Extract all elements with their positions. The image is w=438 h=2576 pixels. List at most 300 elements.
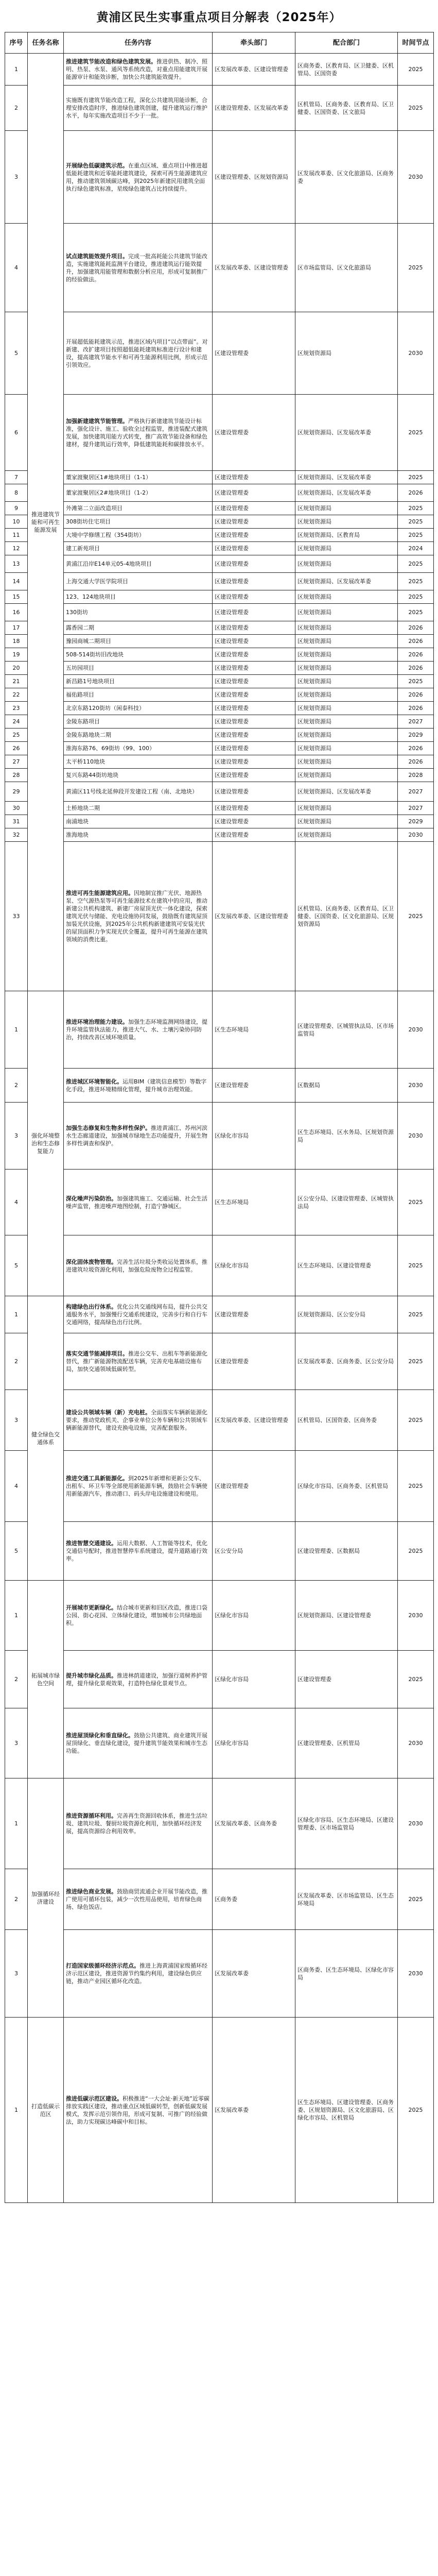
lead-department: 区建设管理委、区规划资源局 <box>213 131 295 224</box>
table-row <box>5 590 434 604</box>
table-row <box>5 1296 434 1333</box>
row-index: 9 <box>5 502 28 515</box>
row-index: 3 <box>5 131 28 224</box>
task-content <box>64 991 213 1069</box>
deadline-year: 2025 <box>398 54 434 86</box>
lead-department: 区建设管理委 <box>213 529 295 542</box>
cooperating-departments: 区公安分局、区建设管理委、区城管执法局 <box>295 1170 398 1235</box>
task-content <box>64 542 213 555</box>
deadline-year: 2025 <box>398 1451 434 1522</box>
task-content-text: 太平桥110地块 <box>66 758 105 765</box>
cooperating-departments: 区规划资源局 <box>295 542 398 555</box>
deadline-year: 2025 <box>398 1390 434 1451</box>
task-content <box>64 471 213 484</box>
deadline-year: 2025 <box>398 86 434 131</box>
cooperating-departments: 区规划资源局 <box>295 590 398 604</box>
lead-department: 区建设管理委 <box>213 635 295 648</box>
lead-department: 区建设管理委 <box>213 828 295 842</box>
header-task-name: 任务名称 <box>28 32 64 54</box>
row-index: 11 <box>5 529 28 542</box>
row-index: 19 <box>5 648 28 662</box>
cooperating-departments: 区规划资源局 <box>295 648 398 662</box>
task-content-text: 五坊园项目 <box>66 665 94 671</box>
lead-department: 区建设管理委 <box>213 395 295 471</box>
row-index: 1 <box>5 1778 28 1869</box>
deadline-year: 2026 <box>398 635 434 648</box>
row-index: 18 <box>5 635 28 648</box>
header-task-content: 任务内容 <box>64 32 213 54</box>
cooperating-departments: 区规划资源局 <box>295 715 398 728</box>
cooperating-departments: 区发展改革委、区文化旅游局、区商务委 <box>295 131 398 224</box>
task-content <box>64 688 213 702</box>
task-content-text: 因地制宜推广光伏、地源热泵、空气源热泵等可再生能源技术在建筑中的应用，推动新建公共机构建筑、新建厂房屋顶光伏一体化建设，探索建筑光伏与储能、充电设施协同发展，鼓励既有建筑屋顶加装光伏设施，到2025年公共机构新建建筑可安装光伏的屋顶面积力争实现光伏全覆盖，提升可再生能源在建筑领域的消费比重。 <box>66 890 207 943</box>
cooperating-departments: 区市场监管局、区文化旅游局 <box>295 224 398 312</box>
lead-department: 区建设管理委 <box>213 1069 295 1103</box>
task-content <box>64 555 213 573</box>
task-content <box>64 755 213 769</box>
cooperating-departments: 区规划资源局、区发展改革委 <box>295 782 398 802</box>
task-category: 拓展城市绿色空间 <box>28 1581 64 1778</box>
lead-department: 区建设管理委 <box>213 815 295 828</box>
deadline-year: 2025 <box>398 590 434 604</box>
row-index: 5 <box>5 1235 28 1296</box>
lead-department: 区绿化市容局 <box>213 1103 295 1170</box>
row-index: 26 <box>5 742 28 755</box>
task-content <box>64 1235 213 1296</box>
deadline-year: 2025 <box>398 1522 434 1581</box>
task-content-text: 鼓励商贸流通企业开展节能改造，推广使用可循环包装，减少一次性用品使用，培育绿色商场、绿色饭店。 <box>66 1888 207 1910</box>
task-content-lead: 开展城市更新绿化。 <box>66 1604 117 1611</box>
cooperating-departments: 区规划资源局、区建设管理委 <box>295 1581 398 1651</box>
task-content <box>64 1069 213 1103</box>
deadline-year: 2030 <box>398 828 434 842</box>
task-content <box>64 1930 213 2018</box>
table-row <box>5 675 434 688</box>
lead-department: 区绿化市容局 <box>213 1708 295 1778</box>
task-table <box>5 32 434 2203</box>
task-content-text: 金陵东路地块二期 <box>66 732 111 738</box>
lead-department: 区建设管理委 <box>213 742 295 755</box>
cooperating-departments: 区商务委、区生态环境局、区绿化市容局 <box>295 1930 398 2018</box>
cooperating-departments: 区建设管理委 <box>295 1651 398 1708</box>
table-row <box>5 1651 434 1708</box>
task-content <box>64 529 213 542</box>
deadline-year: 2030 <box>398 131 434 224</box>
task-content-lead: 推进低碳示范区建设。 <box>66 2095 122 2102</box>
lead-department: 区生态环境局 <box>213 1170 295 1235</box>
row-index: 32 <box>5 828 28 842</box>
cooperating-departments: 区规划资源局 <box>295 621 398 635</box>
task-content-text: 加强生态环境监测网络建设，提升环境监管执法能力，推进大气、水、土壤污染协同防治，持续改善区域环境质量。 <box>66 1019 207 1041</box>
task-content-text: 508-514街坊旧改地块 <box>66 651 124 658</box>
deadline-year: 2025 <box>398 842 434 991</box>
table-row <box>5 828 434 842</box>
deadline-year: 2028 <box>398 769 434 782</box>
task-content <box>64 54 213 86</box>
cooperating-departments: 区发展改革委、区市场监管局、区生态环境局 <box>295 1869 398 1930</box>
table-row <box>5 715 434 728</box>
cooperating-departments: 区规划资源局 <box>295 675 398 688</box>
task-content-lead: 推进可再生能源建筑应用。 <box>66 890 134 896</box>
cooperating-departments: 区规划资源局 <box>295 769 398 782</box>
cooperating-departments: 区规划资源局 <box>295 515 398 529</box>
table-row <box>5 1522 434 1581</box>
table-row <box>5 1451 434 1522</box>
row-index: 1 <box>5 2018 28 2203</box>
table-row <box>5 1170 434 1235</box>
row-index: 33 <box>5 842 28 991</box>
lead-department: 区建设管理委 <box>213 769 295 782</box>
task-content-lead: 深化噪声污染防治。 <box>66 1195 117 1202</box>
cooperating-departments: 区数据局 <box>295 1069 398 1103</box>
row-index: 23 <box>5 702 28 715</box>
lead-department: 区建设管理委 <box>213 1451 295 1522</box>
lead-department: 区发展改革委、区商务委 <box>213 1778 295 1869</box>
task-content-text: 大境中学修缮工程（354街坊） <box>66 532 145 538</box>
cooperating-departments: 区规划资源局 <box>295 815 398 828</box>
row-index: 24 <box>5 715 28 728</box>
deadline-year: 2025 <box>398 1651 434 1708</box>
task-content-text: 淮海东路76、69街坊（99、100） <box>66 745 155 752</box>
task-content-text: 完善生活垃圾分类收运处置体系，推进建筑垃圾资源化利用，加强危险废物全过程监管。 <box>66 1258 207 1273</box>
table-row <box>5 702 434 715</box>
task-content-lead: 落实交通节能减排项目。 <box>66 1350 128 1357</box>
lead-department: 区建设管理委 <box>213 312 295 395</box>
cooperating-departments: 区机管局、区商务委、区教育局、区卫健委、区国资委、区文旅局 <box>295 86 398 131</box>
row-index: 14 <box>5 573 28 590</box>
row-index: 15 <box>5 590 28 604</box>
row-index: 3 <box>5 1103 28 1170</box>
deadline-year: 2026 <box>398 742 434 755</box>
task-content-lead: 加强生态修复和生物多样性保护。 <box>66 1125 151 1131</box>
cooperating-departments: 区规划资源局 <box>295 702 398 715</box>
row-index: 20 <box>5 662 28 675</box>
cooperating-departments: 区规划资源局 <box>295 802 398 815</box>
deadline-year: 2025 <box>398 1333 434 1390</box>
cooperating-departments: 区机管局、区国资委、区商务委 <box>295 1390 398 1451</box>
row-index: 2 <box>5 86 28 131</box>
cooperating-departments: 区规划资源局、区发展改革委 <box>295 573 398 590</box>
cooperating-departments: 区规划资源局、区发展改革委 <box>295 484 398 502</box>
deadline-year: 2030 <box>398 1708 434 1778</box>
task-content-text: 上海交通大学医学院项目 <box>66 578 128 585</box>
lead-department: 区建设管理委 <box>213 755 295 769</box>
row-index: 13 <box>5 555 28 573</box>
lead-department: 区建设管理委 <box>213 484 295 502</box>
deadline-year: 2025 <box>398 224 434 312</box>
lead-department: 区建设管理委 <box>213 502 295 515</box>
table-row <box>5 555 434 573</box>
row-index: 2 <box>5 1651 28 1708</box>
row-index: 17 <box>5 621 28 635</box>
row-index: 2 <box>5 1333 28 1390</box>
table-row <box>5 86 434 131</box>
cooperating-departments: 区规划资源局 <box>295 755 398 769</box>
deadline-year: 2027 <box>398 715 434 728</box>
cooperating-departments: 区绿化市容局、区商务委、区机管局 <box>295 1451 398 1522</box>
task-content-text: 在重点区域、重点项目中推进超低能耗建筑和近零能耗建筑建设，探索可再生能源建筑应用，推动建筑领域碳达峰，到2025年新建民用建筑全面执行绿色建筑标准，星级绿色建筑占比持续提升。 <box>66 162 207 192</box>
task-content-text: 黄浦区11号线北延伸段开发建设工程（南、北地块） <box>66 788 198 795</box>
deadline-year: 2030 <box>398 1103 434 1170</box>
task-content-text: 优化公共交通线网布局，提升公共交通服务水平，加强慢行交通系统建设，完善步行和自行车交通网络，提高绿色出行比例。 <box>66 1303 207 1326</box>
deadline-year: 2027 <box>398 802 434 815</box>
row-index: 6 <box>5 395 28 471</box>
table-row <box>5 131 434 224</box>
task-content-text: 运用BIM（建筑信息模型）等数字化手段，推进环境精细化管理，提升城市治理效能。 <box>66 1078 207 1093</box>
cooperating-departments: 区规划资源局、区发展改革委 <box>295 471 398 484</box>
task-content-text: 全面落实车辆新能源化要求，推动党政机关、企事业单位公务车辆和公共领域车辆新能源替代，建设充换电设施，完善配套服务。 <box>66 1409 207 1431</box>
deadline-year: 2025 <box>398 1869 434 1930</box>
task-content-text: 黄浦江沿岸E14单元05-4地块项目 <box>66 561 152 567</box>
table-row <box>5 1235 434 1296</box>
row-index: 16 <box>5 604 28 621</box>
table-row <box>5 484 434 502</box>
row-index: 1 <box>5 54 28 86</box>
cooperating-departments: 区机管局、区商务委、区教育局、区卫健委、区国资委、区文化旅游局、区规划资源局 <box>295 842 398 991</box>
cooperating-departments: 区商务委、区教育局、区卫健委、区机管局、区国资委 <box>295 54 398 86</box>
lead-department: 区发展改革委、区建设管理委 <box>213 224 295 312</box>
table-row <box>5 1069 434 1103</box>
row-index: 31 <box>5 815 28 828</box>
deadline-year: 2025 <box>398 675 434 688</box>
task-content-text: 完善再生资源回收体系，推进生活垃圾、建筑垃圾、餐厨垃圾资源化利用，加快循环经济发展，提高资源综合利用效率。 <box>66 1812 207 1835</box>
task-content <box>64 728 213 742</box>
task-content-lead: 推进绿色商业发展。 <box>66 1888 117 1895</box>
lead-department: 区建设管理委 <box>213 782 295 802</box>
deadline-year: 2025 <box>398 471 434 484</box>
task-content <box>64 1170 213 1235</box>
task-content-text: 豫园商城二期项目 <box>66 638 111 645</box>
task-content <box>64 802 213 815</box>
deadline-year: 2026 <box>398 484 434 502</box>
task-content <box>64 1708 213 1778</box>
lead-department: 区绿化市容局 <box>213 1651 295 1708</box>
table-row <box>5 755 434 769</box>
cooperating-departments: 区生态环境局、区建设管理委 <box>295 1235 398 1296</box>
deadline-year: 2025 <box>398 1296 434 1333</box>
deadline-year: 2025 <box>398 1235 434 1296</box>
task-content <box>64 635 213 648</box>
task-content-lead: 打造国家级循环经济示范点。 <box>66 1962 139 1969</box>
row-index: 5 <box>5 312 28 395</box>
cooperating-departments: 区生态环境局、区建设管理委、区商务委、区规划资源局、区文化旅游局、区绿化市容局、区机管局 <box>295 2018 398 2203</box>
table-row <box>5 815 434 828</box>
task-content-text: 董家渡聚居区1#地块项目（1-1） <box>66 474 152 481</box>
task-content <box>64 515 213 529</box>
task-content <box>64 662 213 675</box>
row-index: 30 <box>5 802 28 815</box>
table-row <box>5 604 434 621</box>
lead-department: 区建设管理委 <box>213 573 295 590</box>
task-content-lead: 推进建筑节能改造和绿色建筑发展。 <box>66 58 156 65</box>
task-content <box>64 1296 213 1333</box>
row-index: 28 <box>5 769 28 782</box>
task-content-lead: 深化固体废物管理。 <box>66 1258 117 1265</box>
row-index: 10 <box>5 515 28 529</box>
task-content-text: 推进上海黄浦国家级循环经济示范区建设，推进资源节约集约利用，建设绿色供应链，推动产业园区循环化改造。 <box>66 1962 207 1985</box>
deadline-year: 2029 <box>398 815 434 828</box>
task-content <box>64 675 213 688</box>
task-content-text: 土桥地块二期 <box>66 805 100 811</box>
task-content-text: 完成一批高耗能公共建筑节能改造，实施建筑能耗监测平台建设，推进建筑运行能效提升，加强建筑用能管理和数据分析应用，形成可复制推广的经验做法。 <box>66 252 207 283</box>
lead-department: 区建设管理委 <box>213 1296 295 1333</box>
row-index: 3 <box>5 1390 28 1451</box>
task-content <box>64 1390 213 1451</box>
row-index: 3 <box>5 1708 28 1778</box>
task-content-text: 开展超低能耗建筑示范，推进区域内项目“以点带面”。对新建、改扩建项目按照超低能耗建筑标准进行设计和建设，提高建筑节能水平和可再生能源利用比例，形成示范引领效应。 <box>66 338 208 368</box>
cooperating-departments: 区规划资源局 <box>295 662 398 675</box>
deadline-year: 2030 <box>398 1069 434 1103</box>
task-content-text: 新昌路1号地块项目 <box>66 678 115 685</box>
table-row <box>5 1103 434 1170</box>
deadline-year: 2030 <box>398 312 434 395</box>
lead-department: 区发展改革委、区建设管理委 <box>213 1390 295 1451</box>
task-content-lead: 建设公共领域车辆（新）充电桩。 <box>66 1409 151 1416</box>
row-index: 8 <box>5 484 28 502</box>
task-content-text: 福佑路项目 <box>66 691 94 698</box>
table-row <box>5 802 434 815</box>
cooperating-departments: 区规划资源局、区教育局 <box>295 529 398 542</box>
task-content <box>64 621 213 635</box>
cooperating-departments: 区规划资源局 <box>295 604 398 621</box>
task-content-text: 外滩第二立面改造项目 <box>66 505 122 512</box>
cooperating-departments: 区规划资源局、区公安分局 <box>295 1296 398 1333</box>
lead-department: 区建设管理委 <box>213 715 295 728</box>
table-row <box>5 782 434 802</box>
deadline-year: 2026 <box>398 702 434 715</box>
row-index: 22 <box>5 688 28 702</box>
task-content <box>64 1778 213 1869</box>
deadline-year: 2030 <box>398 1778 434 1869</box>
task-content-text: 推进黄浦江、苏州河滨水生态廊道建设，加强城市绿地生态功能提升，开展生物多样性调查和保护。 <box>66 1125 207 1147</box>
table-row <box>5 635 434 648</box>
deadline-year: 2025 <box>398 604 434 621</box>
page-title: 黄浦区民生实事重点项目分解表（2025年） <box>96 11 342 24</box>
table-row <box>5 515 434 529</box>
cooperating-departments: 区规划资源局 <box>295 502 398 515</box>
header-lead-dept: 牵头部门 <box>213 32 295 54</box>
lead-department: 区建设管理委 <box>213 515 295 529</box>
task-content-lead: 推进智慧交通建设。 <box>66 1540 117 1547</box>
deadline-year: 2027 <box>398 782 434 802</box>
deadline-year: 2030 <box>398 991 434 1069</box>
deadline-year: 2026 <box>398 755 434 769</box>
task-content <box>64 395 213 471</box>
lead-department: 区生态环境局 <box>213 991 295 1069</box>
lead-department: 区建设管理委 <box>213 662 295 675</box>
cooperating-departments: 区建设管理委、区机管局 <box>295 1708 398 1778</box>
lead-department: 区商务委 <box>213 1869 295 1930</box>
task-content <box>64 502 213 515</box>
table-row <box>5 991 434 1069</box>
task-content-text: 北京东路120街坊（闲泰科技） <box>66 705 145 711</box>
task-content <box>64 1869 213 1930</box>
task-content <box>64 86 213 131</box>
table-row <box>5 312 434 395</box>
task-category: 推进建筑节能和可再生能源发展 <box>28 54 64 991</box>
cooperating-departments: 区生态环境局、区水务局、区规划资源局 <box>295 1103 398 1170</box>
task-content <box>64 1451 213 1522</box>
task-content <box>64 312 213 395</box>
task-content-lead: 推进环境治理能力建设。 <box>66 1019 128 1025</box>
row-index: 1 <box>5 1581 28 1651</box>
deadline-year: 2025 <box>398 1170 434 1235</box>
task-content-text: 淮海地块 <box>66 832 89 838</box>
table-row <box>5 648 434 662</box>
deadline-year: 2025 <box>398 395 434 471</box>
row-index: 4 <box>5 224 28 312</box>
table-row <box>5 1581 434 1651</box>
task-content <box>64 1581 213 1651</box>
task-content-text: 建工新苑项目 <box>66 545 100 552</box>
table-row <box>5 621 434 635</box>
table-row <box>5 2018 434 2203</box>
row-index: 27 <box>5 755 28 769</box>
table-row <box>5 471 434 484</box>
row-index: 1 <box>5 991 28 1069</box>
table-row <box>5 1333 434 1390</box>
row-index: 1 <box>5 1296 28 1333</box>
task-content-text: 加强建筑施工、交通运输、社会生活噪声监管，推进噪声地图绘制，打造宁静城区。 <box>66 1195 207 1210</box>
lead-department: 区公安分局 <box>213 1522 295 1581</box>
task-content-lead: 推进交通工具新能源化。 <box>66 1475 128 1482</box>
lead-department: 区绿化市容局 <box>213 1235 295 1296</box>
task-category: 健全绿色交通体系 <box>28 1296 64 1581</box>
deadline-year: 2025 <box>398 515 434 529</box>
lead-department: 区发展改革委、区建设管理委 <box>213 54 295 86</box>
lead-department: 区建设管理委 <box>213 555 295 573</box>
task-content-lead: 开展绿色低碳建筑示范。 <box>66 162 128 169</box>
lead-department: 区建设管理委 <box>213 621 295 635</box>
task-content-text: 123、124地块项目 <box>66 594 116 600</box>
task-content-lead: 加强新建建筑节能管理。 <box>66 417 128 425</box>
task-content <box>64 131 213 224</box>
deadline-year: 2026 <box>398 621 434 635</box>
table-row <box>5 1778 434 1869</box>
table-row <box>5 1708 434 1778</box>
table-header-row <box>5 32 434 54</box>
deadline-year: 2029 <box>398 728 434 742</box>
task-content-text: 推进公交车、出租车等新能源化替代，推广新能源物流配送车辆，完善充电基础设施布局，加快交通领域低碳转型。 <box>66 1350 207 1372</box>
task-content-text: 实施既有建筑节能改造工程，深化公共建筑用能诊断，合理安排改造时序，推进绿色建筑创建，提升建筑运行维护水平，每年实施改造项目不少于一批。 <box>66 97 207 119</box>
table-row <box>5 502 434 515</box>
task-content <box>64 702 213 715</box>
task-content-text: 金陵东路项目 <box>66 718 100 725</box>
task-content <box>64 1333 213 1390</box>
task-content <box>64 769 213 782</box>
task-content <box>64 1522 213 1581</box>
lead-department: 区发展改革委 <box>213 2018 295 2203</box>
cooperating-departments: 区规划资源局 <box>295 635 398 648</box>
cooperating-departments: 区规划资源局 <box>295 742 398 755</box>
lead-department: 区建设管理委 <box>213 675 295 688</box>
document <box>5 3 433 2203</box>
lead-department: 区建设管理委 <box>213 604 295 621</box>
table-body <box>5 54 434 2203</box>
task-content-lead: 推进城区环境智能化。 <box>66 1078 122 1085</box>
task-content-lead: 推进资源循环利用。 <box>66 1812 117 1819</box>
task-content-lead: 提升城市绿化品质。 <box>66 1672 117 1679</box>
lead-department: 区建设管理委 <box>213 702 295 715</box>
task-content <box>64 842 213 991</box>
deadline-year: 2024 <box>398 542 434 555</box>
task-category: 打造低碳示范区 <box>28 2018 64 2203</box>
header-deadline: 时间节点 <box>398 32 434 54</box>
table-row <box>5 662 434 675</box>
table-row <box>5 529 434 542</box>
cooperating-departments: 区规划资源局 <box>295 688 398 702</box>
row-index: 4 <box>5 1451 28 1522</box>
